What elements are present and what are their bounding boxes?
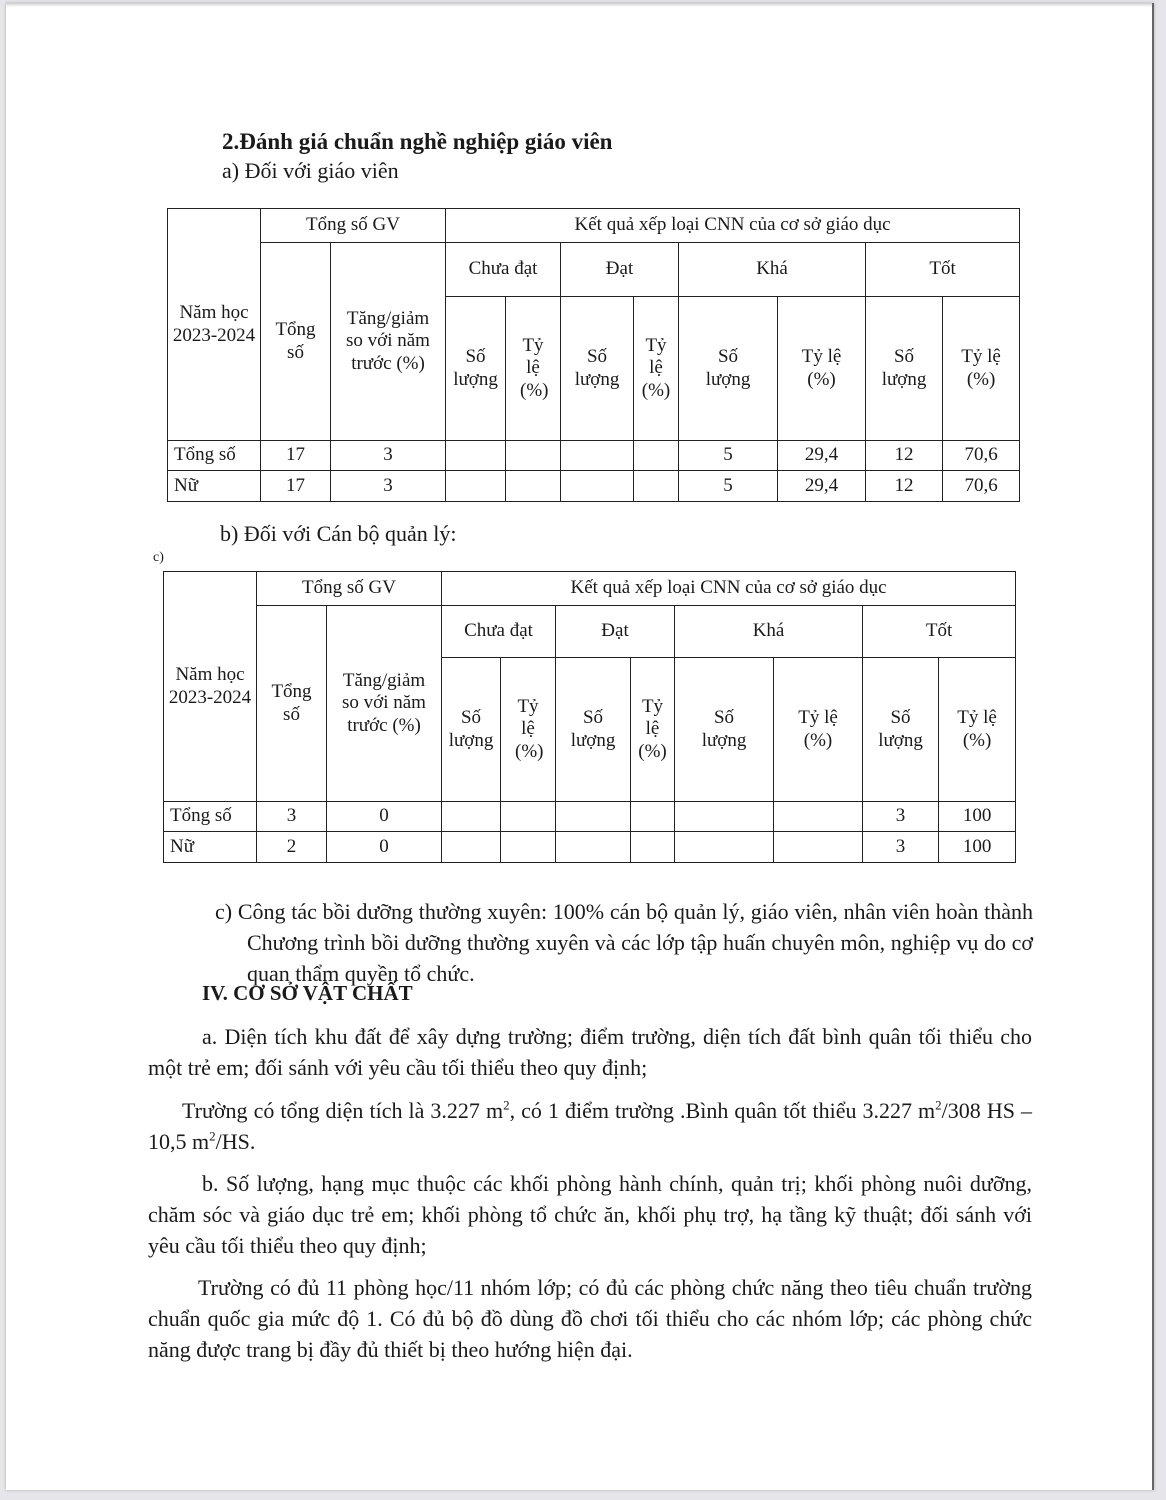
cell-change: 0 [327, 832, 442, 863]
cell-chua-dat-so-luong [446, 441, 506, 471]
header-total: Tổng số [257, 606, 327, 802]
header-ty-le: Tỷ lệ (%) [631, 658, 675, 802]
stray-label: c) [153, 550, 164, 565]
area-paragraph [148, 1095, 1032, 1157]
header-total-gv: Tổng số GV [257, 572, 442, 606]
table-row [168, 471, 1020, 502]
header-ty-le: Tỷ lệ (%) [943, 297, 1020, 441]
training-paragraph: c) Công tác bồi dưỡng thường xuyên: 100% cán bộ quản lý, giáo viên, nhân viên hoàn thành Chương trình bồi dưỡng thường xuyên và các lớp tập huấn chuyên môn, nghiệp vụ do cơ quan thẩm quyền tổ chức. [215, 899, 1033, 986]
header-so-luong: Số lượng [863, 658, 939, 802]
header-ty-le: Tỷ lệ (%) [774, 658, 863, 802]
cell-kha-ty-le [774, 832, 863, 863]
cell-dat-ty-le [634, 471, 679, 502]
header-change: Tăng/giảm so với năm trước (%) [331, 243, 446, 441]
cell-chua-dat-ty-le [506, 441, 561, 471]
cell-change: 3 [331, 441, 446, 471]
cell-kha-ty-le: 29,4 [778, 471, 866, 502]
header-dat: Đạt [561, 243, 679, 297]
cell-kha-so-luong [675, 802, 774, 832]
cell-kha-so-luong [675, 832, 774, 863]
cell-dat-so-luong [556, 832, 631, 863]
header-so-luong: Số lượng [446, 297, 506, 441]
cell-change: 3 [331, 471, 446, 502]
header-so-luong: Số lượng [556, 658, 631, 802]
page-edge-border [1152, 3, 1154, 1490]
cell-tot-so-luong: 12 [866, 471, 943, 502]
cell-total: 17 [261, 471, 331, 502]
header-chua-dat: Chưa đạt [442, 606, 556, 658]
table-row [168, 441, 1020, 471]
header-dat: Đạt [556, 606, 675, 658]
cell-dat-so-luong [561, 441, 634, 471]
row-label: Tổng số [168, 441, 261, 471]
page-edge-shadow [6, 3, 1154, 7]
header-ty-le: Tỷ lệ (%) [778, 297, 866, 441]
cell-chua-dat-so-luong [442, 802, 501, 832]
header-ty-le: Tỷ lệ (%) [634, 297, 679, 441]
header-school-year: Năm học 2023-2024 [168, 209, 261, 441]
superscript-2: 2 [935, 1097, 942, 1113]
cell-dat-ty-le [631, 802, 675, 832]
header-kha: Khá [675, 606, 863, 658]
cell-tot-ty-le: 100 [939, 802, 1016, 832]
cell-total: 2 [257, 832, 327, 863]
row-label: Nữ [164, 832, 257, 863]
row-label: Tổng số [164, 802, 257, 832]
cell-kha-ty-le [774, 802, 863, 832]
header-chua-dat: Chưa đạt [446, 243, 561, 297]
row-label: Nữ [168, 471, 261, 502]
cell-kha-so-luong: 5 [679, 471, 778, 502]
cell-chua-dat-so-luong [442, 832, 501, 863]
cell-chua-dat-so-luong [446, 471, 506, 502]
area-text-1: Trường có tổng diện tích là 3.227 m [182, 1098, 504, 1123]
cell-total: 17 [261, 441, 331, 471]
header-so-luong: Số lượng [442, 658, 501, 802]
header-kha: Khá [679, 243, 866, 297]
cell-tot-ty-le: 100 [939, 832, 1016, 863]
subsection-a-heading: a) Đối với giáo viên [222, 158, 399, 183]
header-ty-le: Tỷ lệ (%) [939, 658, 1016, 802]
header-ty-le: Tỷ lệ (%) [501, 658, 556, 802]
cell-dat-ty-le [631, 832, 675, 863]
header-so-luong: Số lượng [561, 297, 634, 441]
rooms-paragraph: Trường có đủ 11 phòng học/11 nhóm lớp; có đủ các phòng chức năng theo tiêu chuẩn trường chuẩn quốc gia mức độ 1. Có đủ bộ đồ dùng đồ chơi tối thiểu cho các nhóm lớp; các phòng chức năng được trang bị đầy đủ thiết bị theo hướng hiện đại. [148, 1275, 1032, 1362]
item-a-paragraph: a. Diện tích khu đất để xây dựng trường; điểm trường, diện tích đất bình quân tối thiểu cho một trẻ em; đối sánh với yêu cầu tối thiểu theo quy định; [148, 1024, 1032, 1080]
teacher-rating-table [167, 208, 1020, 502]
manager-rating-table [163, 571, 1016, 863]
header-so-luong: Số lượng [679, 297, 778, 441]
cell-tot-so-luong: 3 [863, 802, 939, 832]
cell-dat-ty-le [634, 441, 679, 471]
cell-chua-dat-ty-le [506, 471, 561, 502]
header-result: Kết quả xếp loại CNN của cơ sở giáo dục [446, 209, 1020, 243]
header-total: Tổng số [261, 243, 331, 441]
cell-tot-ty-le: 70,6 [943, 471, 1020, 502]
header-tot: Tốt [863, 606, 1016, 658]
cell-change: 0 [327, 802, 442, 832]
header-so-luong: Số lượng [675, 658, 774, 802]
cell-tot-ty-le: 70,6 [943, 441, 1020, 471]
cell-chua-dat-ty-le [501, 802, 556, 832]
superscript-2: 2 [503, 1097, 510, 1113]
header-school-year: Năm học 2023-2024 [164, 572, 257, 802]
header-ty-le: Tỷ lệ (%) [506, 297, 561, 441]
cell-tot-so-luong: 12 [866, 441, 943, 471]
section-4-title: IV. CƠ SỞ VẬT CHẤT [202, 981, 413, 1005]
table-row [164, 802, 1016, 832]
subsection-b-heading: b) Đối với Cán bộ quản lý: [220, 521, 457, 546]
superscript-2: 2 [209, 1128, 216, 1144]
header-total-gv: Tổng số GV [261, 209, 446, 243]
table-row [164, 832, 1016, 863]
cell-dat-so-luong [556, 802, 631, 832]
item-b-paragraph: b. Số lượng, hạng mục thuộc các khối phòng hành chính, quản trị; khối phòng nuôi dưỡng, chăm sóc và giáo dục trẻ em; khối phòng tổ chức ăn, khối phụ trợ, hạ tầng kỹ thuật; đối sánh với yêu cầu tối thiểu theo quy định; [148, 1171, 1032, 1258]
header-so-luong: Số lượng [866, 297, 943, 441]
cell-kha-so-luong: 5 [679, 441, 778, 471]
area-text-4: /HS. [215, 1129, 256, 1154]
header-change: Tăng/giảm so với năm trước (%) [327, 606, 442, 802]
cell-total: 3 [257, 802, 327, 832]
header-result: Kết quả xếp loại CNN của cơ sở giáo dục [442, 572, 1016, 606]
cell-kha-ty-le: 29,4 [778, 441, 866, 471]
cell-chua-dat-ty-le [501, 832, 556, 863]
area-text-3: /308 HS – 10,5 m [148, 1098, 1032, 1154]
cell-dat-so-luong [561, 471, 634, 502]
header-tot: Tốt [866, 243, 1020, 297]
cell-tot-so-luong: 3 [863, 832, 939, 863]
section-2-title: 2.Đánh giá chuẩn nghề nghiệp giáo viên [222, 129, 613, 154]
area-text-2: , có 1 điểm trường .Bình quân tốt thiểu 3.227 m [509, 1098, 936, 1123]
